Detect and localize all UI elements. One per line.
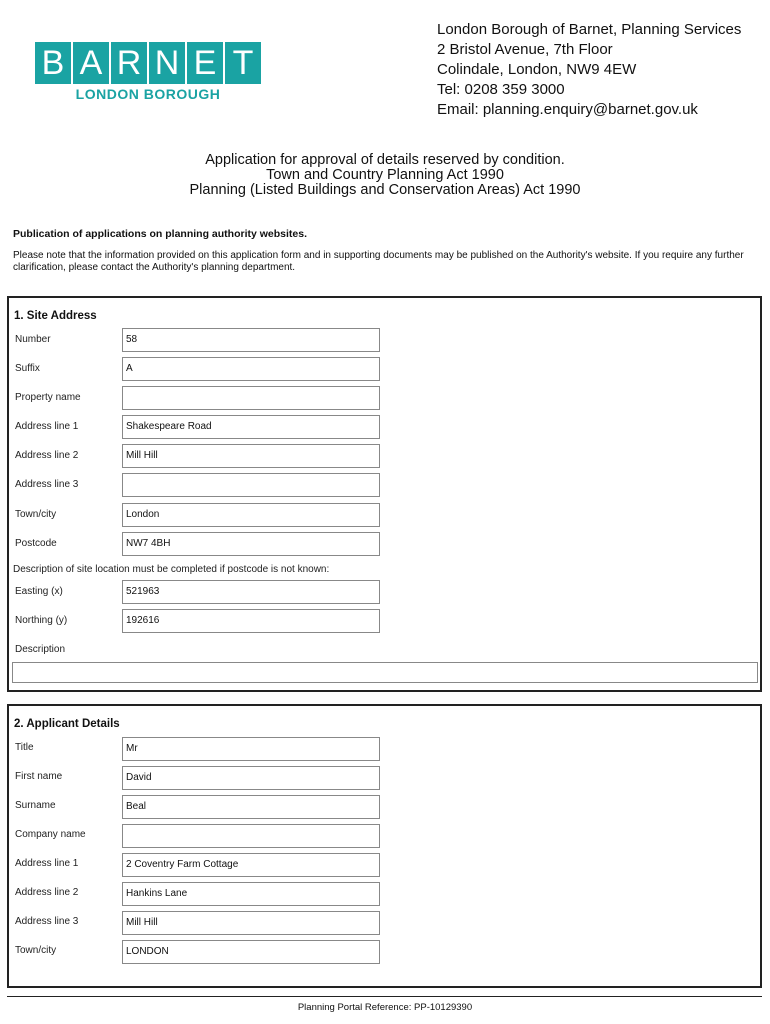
company-name-field[interactable] [122,824,380,848]
contact-line: Tel: 0208 359 3000 [437,81,565,98]
title-line: Application for approval of details reserved by condition. [205,152,565,168]
address-line-1-field[interactable]: Shakespeare Road [122,415,380,439]
contact-block [437,20,741,120]
applicant-address-line-1-field[interactable]: 2 Coventry Farm Cottage [122,853,380,877]
logo-letter: E [187,42,223,84]
title-line: Town and Country Planning Act 1990 [266,167,504,183]
suffix-field[interactable]: A [122,357,380,381]
address-line-3-label: Address line 3 [15,479,79,490]
description-label: Description [15,644,66,655]
logo-letter: N [149,42,185,84]
northing-field[interactable]: 192616 [122,609,380,633]
address-line-2-label: Address line 2 [15,450,79,461]
town-city-field[interactable]: London [122,503,380,527]
description-field[interactable] [12,662,758,683]
property-name-field[interactable] [122,386,380,410]
publication-heading: Publication of applications on planning authority websites. [13,228,308,240]
suffix-label: Suffix [15,363,40,374]
title-line: Planning (Listed Buildings and Conservation Areas) Act 1990 [189,182,581,198]
address-line-1-label: Address line 1 [15,421,79,432]
applicant-details-section [7,704,762,988]
logo-letter: A [73,42,109,84]
contact-line: London Borough of Barnet, Planning Services [437,21,742,38]
section-title: 2. Applicant Details [14,718,120,730]
property-name-label: Property name [15,392,81,403]
logo-letter: B [35,42,71,84]
barnet-logo [35,42,261,102]
easting-label: Easting (x) [15,586,63,597]
section-title: 1. Site Address [14,310,97,322]
company-name-label: Company name [15,829,86,840]
northing-label: Northing (y) [15,615,68,626]
applicant-address-line-3-label: Address line 3 [15,916,79,927]
easting-field[interactable]: 521963 [122,580,380,604]
publication-note: Please note that the information provided on this application form and in supporting documents may be published on the Authority's website. If you require any further clarification, please contact the Authority's planning department. [13,250,744,273]
applicant-address-line-3-field[interactable]: Mill Hill [122,911,380,935]
surname-label: Surname [15,800,56,811]
postcode-label: Postcode [15,538,57,549]
number-field[interactable]: 58 [122,328,380,352]
postcode-field[interactable]: NW7 4BH [122,532,380,556]
applicant-address-line-1-label: Address line 1 [15,858,79,869]
applicant-address-line-2-label: Address line 2 [15,887,79,898]
applicant-town-city-field[interactable]: LONDON [122,940,380,964]
portal-reference: Planning Portal Reference: PP-10129390 [297,1002,473,1013]
footer-divider [7,996,762,997]
logo-letters [35,42,261,84]
logo-subtitle: LONDON BOROUGH [75,86,221,102]
applicant-address-line-2-field[interactable]: Hankins Lane [122,882,380,906]
title-field[interactable]: Mr [122,737,380,761]
first-name-label: First name [15,771,63,782]
surname-field[interactable]: Beal [122,795,380,819]
title-label: Title [15,742,34,753]
applicant-town-city-label: Town/city [15,945,57,956]
contact-line: 2 Bristol Avenue, 7th Floor [437,41,613,58]
form-title [0,153,770,198]
number-label: Number [15,334,51,345]
first-name-field[interactable]: David [122,766,380,790]
contact-line: Colindale, London, NW9 4EW [437,61,637,78]
logo-letter: T [225,42,261,84]
town-city-label: Town/city [15,509,57,520]
logo-letter: R [111,42,147,84]
address-line-3-field[interactable] [122,473,380,497]
contact-email: Email: planning.enquiry@barnet.gov.uk [437,101,698,118]
location-note: Description of site location must be completed if postcode is not known: [13,564,330,575]
site-address-section [7,296,762,692]
address-line-2-field[interactable]: Mill Hill [122,444,380,468]
